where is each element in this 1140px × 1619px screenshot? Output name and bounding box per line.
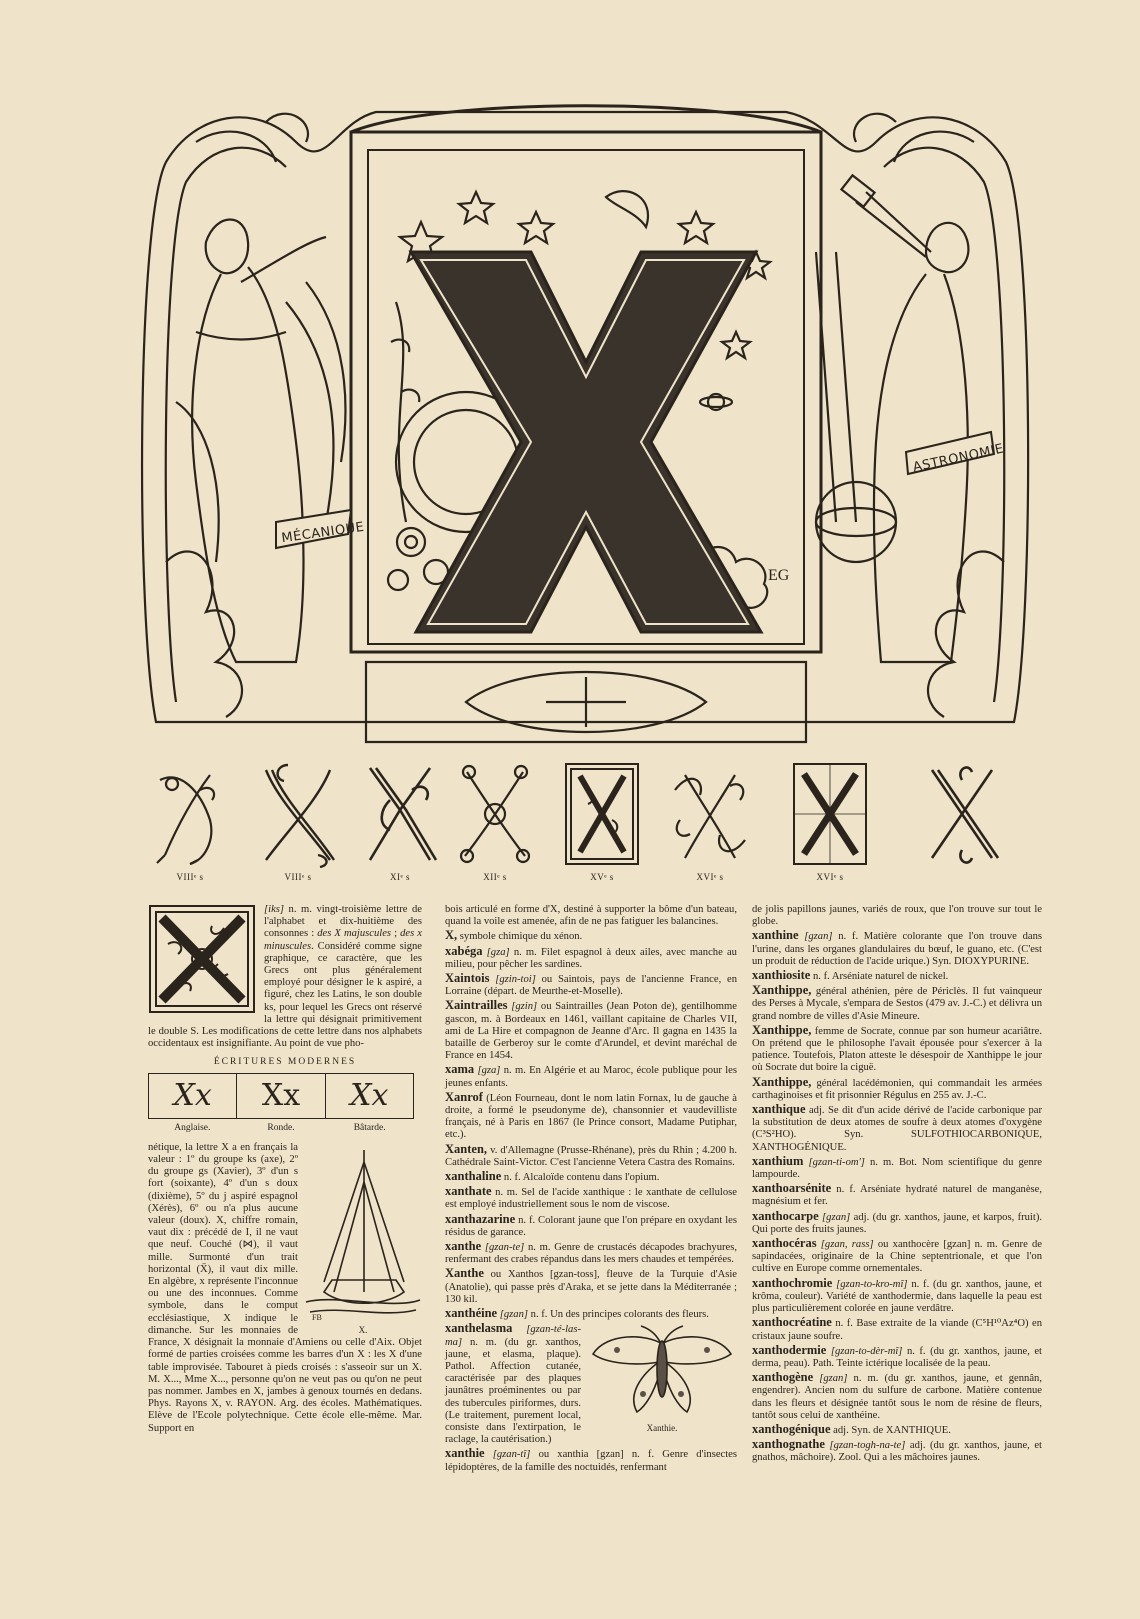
ecritures-labels xyxy=(148,1122,414,1134)
entry: Xanthippe, femme de Socrate, connue par son humeur acariâtre. On prétend que le philosophe l'avait épousée pour s'exercer à la patience. Toutefois, Platon atteste le désespoir de Xanthippe le jour où Socrate dut boire la ciguë. xyxy=(752,1022,1042,1074)
letterform-4 xyxy=(455,760,535,880)
ecriture-label: Bâtarde. xyxy=(353,1122,386,1133)
banner-mecanique: MÉCANIQUE xyxy=(280,519,366,547)
letterform-5 xyxy=(562,760,642,880)
letterform-label: XIᵉ s xyxy=(389,872,411,882)
letterform-2 xyxy=(258,760,338,880)
entry: xabéga [gza] n. m. Filet espagnol à deux ailes, avec manche au milieu, pour pêcher les sardines. xyxy=(445,943,737,970)
banner-astronomie: ASTRONOMIE xyxy=(911,441,1006,476)
moth-illustration xyxy=(587,1324,737,1432)
letterform-3 xyxy=(360,760,440,880)
entry: xanthine [gzan] n. f. Matière colorante que l'on trouve dans l'urine, dans les organes glandulaires du bœuf, le guano, etc. (C'est un produit de réduction de l'acide urique.) Syn. DIOXYPURINE. xyxy=(752,928,1042,967)
letterform-label: XVIᵉ s xyxy=(816,872,844,882)
boat-caption: X. xyxy=(358,1324,368,1335)
entry: xanthoarsénite n. f. Arséniate hydraté naturel de manganèse, magnésium et fer. xyxy=(752,1181,1042,1208)
entry: xama [gza] n. m. En Algérie et au Maroc, école publique pour les jeunes enfants. xyxy=(445,1062,737,1089)
ecriture-label: Ronde. xyxy=(267,1122,295,1133)
entry: xanthazarine n. f. Colorant jaune que l'on prépare en oxydant les résidus de garance. xyxy=(445,1211,737,1238)
entry: xanthognathe [gzan-togh-na-te] adj. (du gr. xanthos, jaune, et gnathos, mâchoire). Zool. Qui a les mâchoires jaunes. xyxy=(752,1437,1042,1464)
entry-x-body: nétique, la lettre X a en français la valeur : 1º du groupe ks (axe), 2º du groupe gs (Xavier), 3º d'un s fort (soixante), 4º d'un s doux (dixième), 5º du j aspiré espagnol (Xérès), 6º ou n'a plus aucune valeur (doux). X, chiffre romain, vaut dix : précédé de I, il ne vaut que neuf. Couché (⋈), il vaut mille. Surmonté d'un trait horizontal (X̄), il vaut dix mille. En algèbre, x représente l'inconnue ou une des inconnues. Comme symbole, dans le comput ecclésiastique, X indique le dimanche. Sur les monnaies de France, X désignait la monnaie d'Amiens ou celle d'Aix. Objet formé de parties croisées comme les barres d'un X : les X d'une table improvisée. Tabouret à pieds croisés : s'asseoir sur un X. M. X..., Mme X..., personne qu'on ne veut pas ou qu'on ne peut pas nommer. Jambes en X, jambes à genoux tournés en dedans. Phys. Rayons X, v. RAYON. Arg. des écoles. Mathématiques. Elève de l'Ecole polytechnique. Cette école elle-même. Mar. Support en xyxy=(148,1141,422,1434)
boat-signature: FB xyxy=(312,1312,322,1322)
entry: Xanthippe, général lacédémonien, qui commandait les armées carthaginoises et fit prisonnier Régulus en 255 av. J.-C. xyxy=(752,1074,1042,1101)
big-letter-x xyxy=(411,252,761,632)
entry: xanthogénique adj. Syn. de XANTHIQUE. xyxy=(752,1421,951,1436)
entry: xanthe [gzan-te] n. m. Genre de crustacés décapodes brachyures, renfermant des crabes répandus dans les mers chaudes et tempérées. xyxy=(445,1239,737,1266)
entry: xanthelasma [gzan-té-las-ma] n. m. (du gr. xanthos, jaune, et elasma, plaque). Pathol. Affection cutanée, caractérisée par des plaques jaunâtres proéminentes ou par des tubercules piriformes, durs. (Le traitement, purement local, consiste dans l'extirpation, le raclage, la cautérisation.) xyxy=(445,1321,581,1446)
entry: xanthogène [gzan] n. m. (du gr. xanthos, jaune, et gennân, engendrer). Ancien nom du sulfure de carbone. Matière contenue dans les fleurs et désignée tantôt sous le nom de résine de fleurs, tantôt sous celui de xanthéine. xyxy=(752,1370,1042,1421)
entry: xanthium [gzan-ti-om'] n. m. Bot. Nom scientifique du genre lampourde. xyxy=(752,1153,1042,1181)
letterform-6 xyxy=(670,760,750,880)
entry: Xanrof (Léon Fourneau, dont le nom latin Fornax, lu de gauche à droite, a formé le pseudonyme de), chansonnier et vaudevilliste français, né à Paris en 1867 (le Prince consort, Madame Putiphar, etc.). xyxy=(445,1089,737,1141)
historical-letterforms xyxy=(150,760,1030,890)
entry: xanthique adj. Se dit d'un acide dérivé de l'acide carbonique par la substitution de deux atomes de soufre à deux atomes d'oxygène (C³S²HO). Syn. SULFOTHIOCARBONIQUE, XANTHOGÉNIQUE. xyxy=(752,1102,1042,1153)
entry: xanthochromie [gzan-to-kro-mî] n. f. (du gr. xanthos, jaune, et krôma, couleur). Variété de xanthodermie, dans laquelle la peau est plus particulièrement colorée en jaune verdâtre. xyxy=(752,1275,1042,1315)
entry-x-intro: [iks] n. m. vingt-troisième lettre de l'alphabet et dix-huitième des consonnes : des X majuscules ; des x minuscules. Considéré comme signe graphique, ce caractère, que les Grecs ont plus généralement employé pour désigner le k aspiré, a figuré, chez les Latins, le son double ks, pour lequel les Grecs ont réservé la lettre qui désignait primitivement le double S. Les modifications de cette lettre dans nos alphabets occidentaux est insignifiante. Au point de vue pho- xyxy=(148,904,422,1050)
letterform-label: XVᵉ s xyxy=(590,872,614,882)
drop-cap-x xyxy=(148,904,256,1014)
letterform-label: XIIᵉ s xyxy=(483,872,507,882)
decorative-plate xyxy=(136,102,1034,744)
column-3 xyxy=(752,904,1042,1466)
ecriture-label: Anglaise. xyxy=(174,1122,211,1133)
entry: Xanthe ou Xanthos [gzan-toss], fleuve de la Turquie d'Asie (Anatolie), qui passe près d'Araka, et se jette dans la Méditerranée ; 130 kil. xyxy=(445,1266,737,1305)
entry: Xanthippe, général athénien, père de Périclès. Il fut vainqueur des Perses à Mycale, s'empara de Sestos (479 av. J.-C.) et délivra un grand nombre de villes d'Asie Mineure. xyxy=(752,983,1042,1022)
letterform-label: VIIIᵉ s xyxy=(284,872,312,882)
entry: xanthocréatine n. f. Base extraite de la viande (C⁵H¹⁰Az⁴O) en cristaux jaune soufre. xyxy=(752,1315,1042,1342)
ecritures-title: ÉCRITURES MODERNES xyxy=(213,1057,357,1068)
letterform-label: XVIᵉ s xyxy=(696,872,724,882)
entry: X, symbole chimique du xénon. xyxy=(445,928,583,943)
column-1 xyxy=(148,904,422,1436)
entry: Xaintrailles [gzin] ou Saintrailles (Jean Poton de), gentilhomme gascon, m. à Bordeaux en 1461, vaillant capitaine de Charles VII, ami de La Hire et compagnon de Jeanne d'Arc. Il gagna en 1435 la bataille de Gerberoy sur le comte d'Arundel, et devint maréchal de France en 1454. xyxy=(445,998,737,1062)
plate-illustration xyxy=(136,102,1034,744)
ecriture-batarde: Xx xyxy=(350,1077,389,1113)
entry: Xanten, v. d'Allemagne (Prusse-Rhénane), près du Rhin ; 4.200 h. Cathédrale Saint-Victor. C'est l'ancienne Vetera Castra des Romains. xyxy=(445,1141,737,1168)
letterform-7 xyxy=(790,760,870,880)
letterform-8 xyxy=(922,760,1002,880)
ecritures-box xyxy=(148,1073,414,1119)
ecriture-anglaise: Xx xyxy=(149,1074,237,1118)
entry: xanthocéras [gzan, rass] ou xanthocère [gzan] n. m. Genre de sapindacées, originaire de la Chine septentrionale, et que l'on cultive en Europe comme ornementales. xyxy=(752,1236,1042,1275)
entry: xanthie [gzan-tî] ou xanthia [gzan] n. f. Genre d'insectes lépidoptères, de la famille des noctuidés, renfermant xyxy=(445,1446,738,1473)
boat-illustration xyxy=(304,1142,422,1335)
letterform-label: VIIIᵉ s xyxy=(176,872,204,882)
letterform-1 xyxy=(150,760,230,880)
column-2 xyxy=(445,904,737,1475)
monogram: EG xyxy=(768,567,790,584)
entry: xanthiosite n. f. Arséniate naturel de nickel. xyxy=(752,968,949,983)
entry: xanthate n. m. Sel de l'acide xanthique : le xanthate de cellulose est employé industriellement sous le nom de viscose. xyxy=(445,1184,737,1211)
moth-caption: Xanthie. xyxy=(646,1423,678,1434)
col2-lead: bois articulé en forme d'X, destiné à supporter la bôme d'un bateau, quand la voile est amenée, afin de ne pas fatiguer les balancines. xyxy=(445,904,737,928)
entry: Xaintois [gzin-toi] ou Saintois, pays de l'ancienne France, en Lorraine (départ. de Meurthe-et-Moselle). xyxy=(445,971,737,998)
col3-lead: de jolis papillons jaunes, variés de roux, que l'on trouve sur tout le globe. xyxy=(752,904,1042,928)
entry: xanthocarpe [gzan] adj. (du gr. xanthos, jaune, et karpos, fruit). Qui porte des fruits jaunes. xyxy=(752,1208,1042,1235)
entry: xanthaline n. f. Alcaloïde contenu dans l'opium. xyxy=(445,1169,660,1184)
entry: xanthodermie [gzan-to-dèr-mî] n. f. (du gr. xanthos, jaune, et derma, peau). Path. Teinte ictérique localisée de la peau. xyxy=(752,1342,1043,1369)
entry: xanthéine [gzan] n. f. Un des principes colorants des fleurs. xyxy=(445,1306,709,1321)
ecriture-ronde: Xx xyxy=(237,1074,325,1118)
